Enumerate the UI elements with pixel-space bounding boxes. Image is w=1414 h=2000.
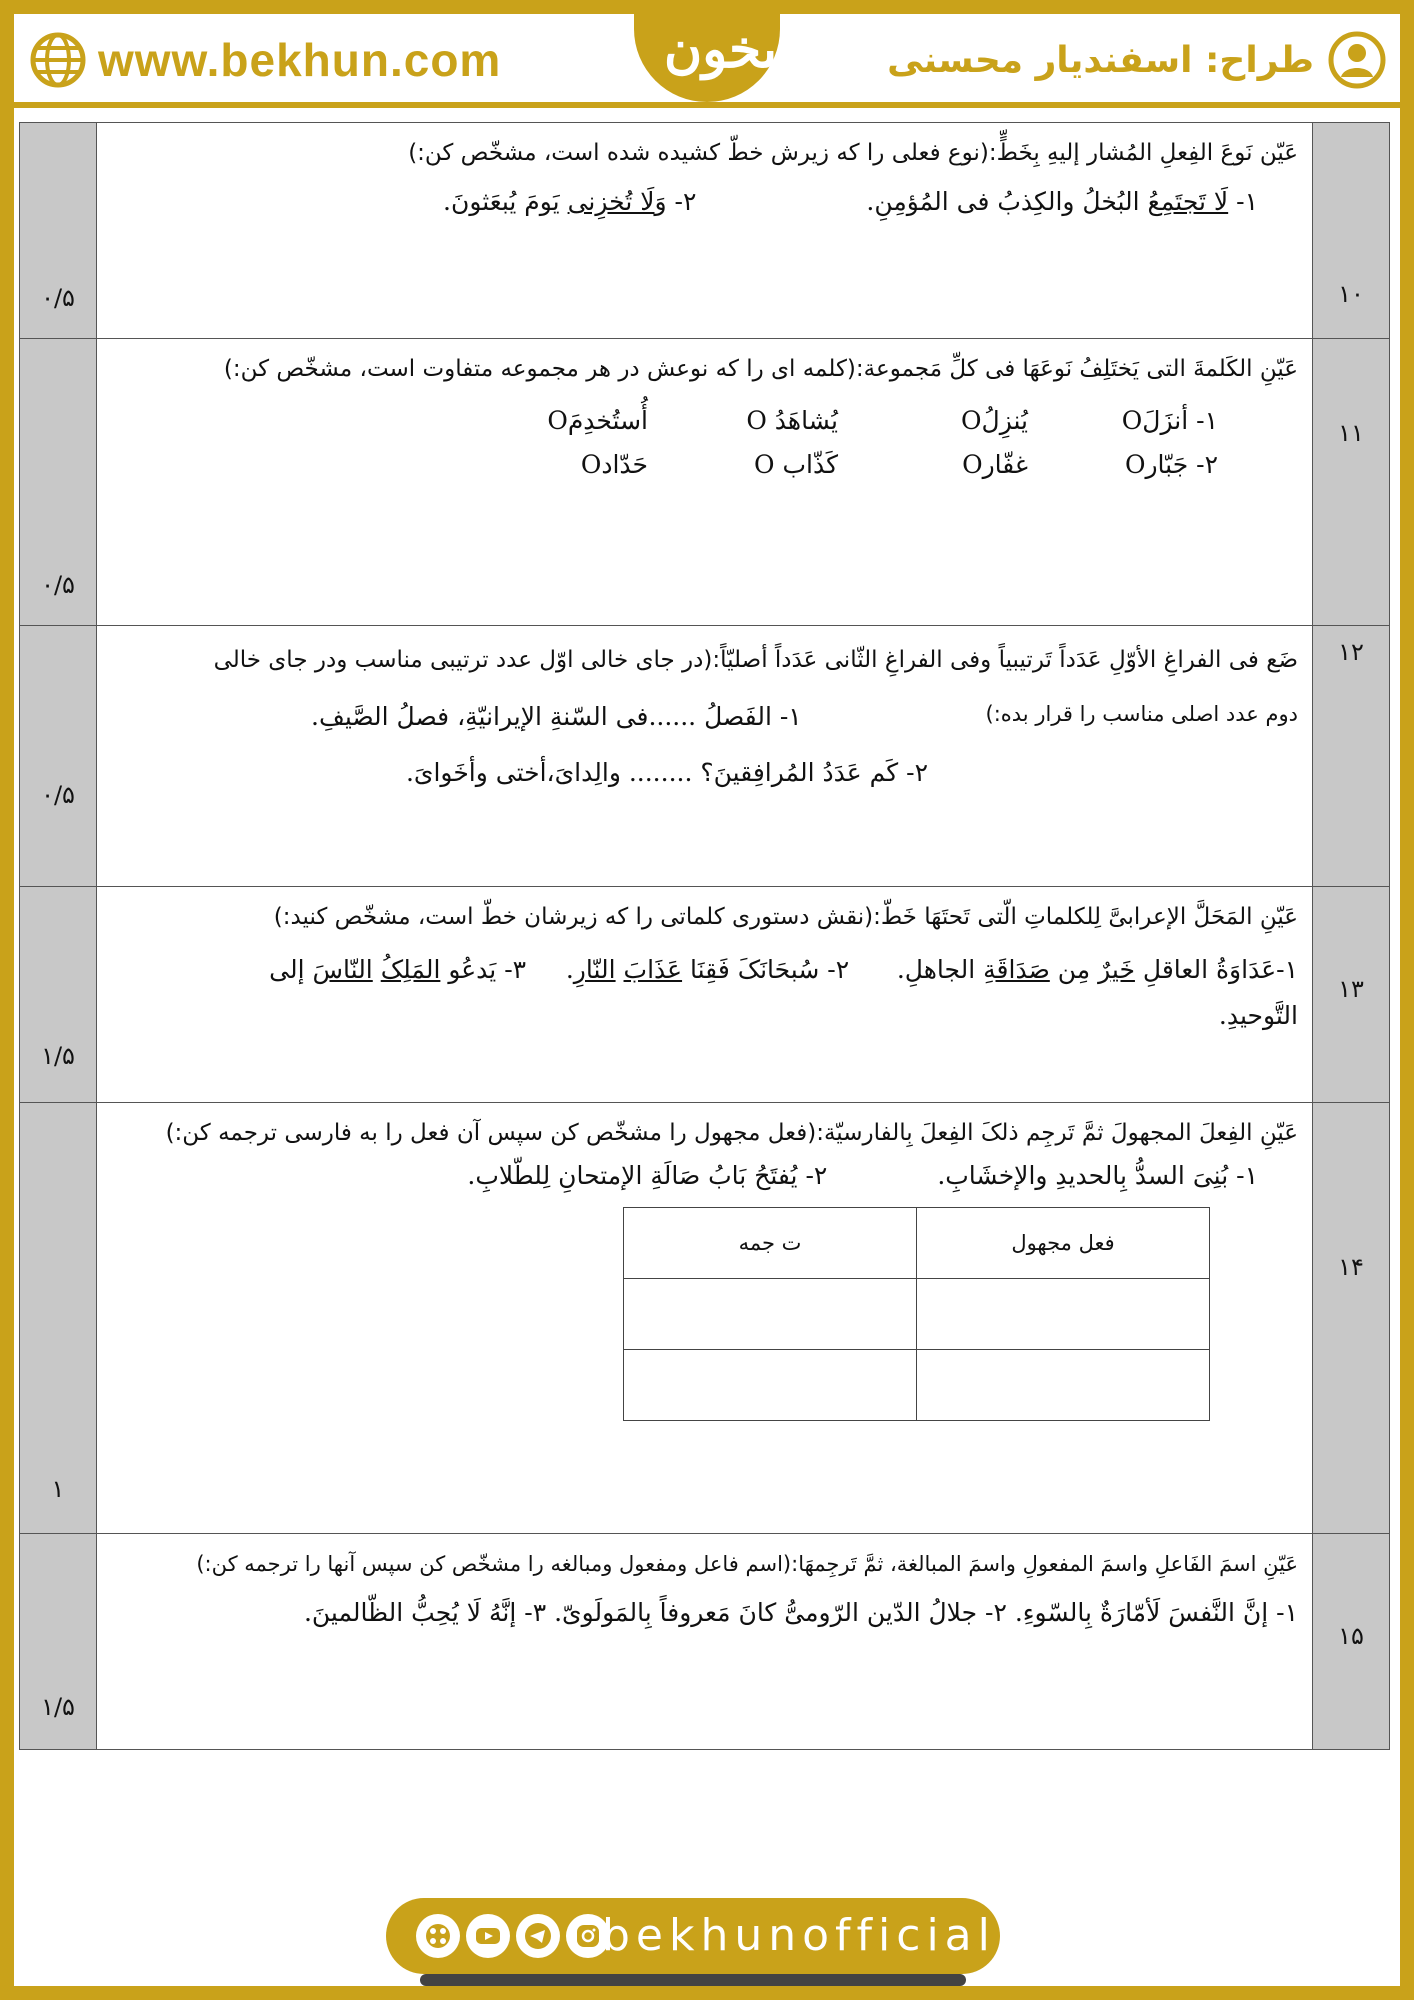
question-number-cell — [1313, 887, 1390, 1103]
underlined-word: المَلِکُ — [380, 955, 441, 984]
score-cell — [20, 123, 97, 339]
footer-shadow — [420, 1974, 966, 1986]
score-cell — [20, 887, 97, 1103]
answer-cell[interactable] — [624, 1350, 917, 1421]
page — [14, 14, 1400, 1986]
designer-name: طراح: اسفندیار محسنی — [887, 39, 1314, 81]
question-item: ۲- یُفتَحُ بَابُ صَالَةِ الإمتحانِ لِلطّلابِ. — [467, 1161, 828, 1190]
underlined-word: لَا تَجتَمِعُ — [1147, 187, 1229, 216]
question-items: ۱- إنَّ النَّفسَ لَأمّارَةٌ بِالسّوءِ. ۲- جلالُ الدّین الرّومیُّ کانَ مَعروفاً بِالمَولَویّ. ۳- إنَّهُ لَا یُحِبُّ الظّالمینَ. — [303, 1598, 1298, 1627]
question-number-cell — [1313, 1103, 1390, 1534]
option[interactable]: غفّارO — [962, 450, 1028, 479]
youtube-icon[interactable] — [466, 1914, 510, 1958]
option[interactable]: یُشاهَدُ O — [746, 406, 838, 435]
underlined-word: النّاسَ — [312, 955, 373, 984]
score-cell — [20, 626, 97, 887]
question-item: ۱- لَا تَجتَمِعُ البُخلُ والکِذبُ فی المُؤمِنِ. — [866, 187, 1258, 216]
underlined-word: خَیرٌ — [1098, 955, 1135, 984]
question-title: عَیّنِ المَحَلَّ الإعرابیَّ لِلکلماتِ الّتی تَحتَهَا خَطّ:(نقش دستوری کلماتی را که زیرشان خطّ است، مشخّص کنید:) — [273, 904, 1298, 930]
social-handle[interactable]: bekhunofficial — [602, 1910, 996, 1961]
question-title-cont: دوم عدد اصلی مناسب را قرار بده:) — [985, 702, 1298, 726]
option[interactable]: کَذّاب O — [754, 450, 838, 479]
question-number-cell — [1313, 1534, 1390, 1750]
score-cell — [20, 339, 97, 626]
score-value: ۱/۵ — [41, 1693, 75, 1721]
question-row-15 — [20, 1534, 1390, 1750]
option[interactable]: ۱- أنزَلَO — [1121, 406, 1218, 435]
header-divider — [14, 102, 1400, 108]
website-link[interactable] — [30, 30, 501, 90]
question-row-11 — [20, 339, 1390, 626]
score-cell — [20, 1534, 97, 1750]
question-number: ۱۰ — [1338, 280, 1364, 308]
question-title: عَیّنِ الکَلمةَ التی یَختَلِفُ نَوعَهَا فی کلِّ مَجموعة:(کلمه ای را که نوعش در هر مجموعه متفاوت است، مشخّص کن:) — [223, 356, 1298, 382]
question-number-cell — [1313, 626, 1390, 887]
question-row-13 — [20, 887, 1390, 1103]
page-header — [14, 14, 1400, 108]
question-number: ۱۲ — [1338, 638, 1364, 666]
col-header-passive-verb: فعل مجهول — [917, 1208, 1210, 1279]
question-number: ۱۳ — [1338, 975, 1364, 1003]
option[interactable]: یُنزِلُO — [961, 406, 1028, 435]
question-item: ۲- وَلَا تُخزِنی یَومَ یُبعَثونَ. — [443, 187, 697, 216]
question-number-cell — [1313, 123, 1390, 339]
question-title: ضَع فی الفراغِ الأوّلِ عَدَداً تَرتیبیاً وفی الفراغِ الثّانی عَدَداً أصلیّاً:(در جای خالی اوّل عدد ترتیبی مناسب ودر جای خالی — [213, 647, 1298, 673]
question-content — [97, 339, 1313, 626]
social-icons — [416, 1914, 610, 1958]
option-row — [111, 443, 1218, 487]
question-item-cont: التَّوحیدِ. — [1218, 1001, 1298, 1030]
social-footer — [386, 1898, 1000, 1974]
question-row-14 — [20, 1103, 1390, 1534]
designer-credit — [887, 30, 1386, 90]
score-cell — [20, 1103, 97, 1534]
question-number: ۱۱ — [1338, 419, 1364, 447]
option[interactable]: ۲- جَبّارO — [1124, 450, 1218, 479]
score-value: ۰/۵ — [41, 571, 75, 599]
question-number: ۱۵ — [1338, 1622, 1364, 1650]
underlined-word: صَدَاقَةِ — [983, 955, 1050, 984]
underlined-word: عَذَابَ — [623, 955, 683, 984]
answer-cell[interactable] — [624, 1279, 917, 1350]
question-content — [97, 887, 1313, 1103]
question-row-10 — [20, 123, 1390, 339]
question-title: عَیّنِ اسمَ الفَاعلِ واسمَ المفعولِ واسمَ المبالغة، ثمَّ تَرجِمهَا:(اسم فاعل ومفعول ومبالغه را مشخّص کن سپس آنها را ترجمه کن:) — [196, 1552, 1298, 1576]
question-content — [97, 123, 1313, 339]
col-header-translation: ت جمه — [624, 1208, 917, 1279]
answer-cell[interactable] — [917, 1350, 1210, 1421]
answer-table — [623, 1207, 1210, 1421]
question-item: ۱- الفَصلُ ......فی السّنةِ الإیرانیّةِ، فصلُ الصَّیفِ. — [311, 702, 802, 731]
telegram-icon[interactable] — [516, 1914, 560, 1958]
score-value: ۰/۵ — [41, 781, 75, 809]
question-content — [97, 1103, 1313, 1534]
question-number-cell — [1313, 339, 1390, 626]
question-items: ۱-عَدَاوَةُ العاقلِ خَیرٌ مِن صَدَاقَةِ الجاهلِ. ۲- سُبحَانَکَ فَقِنَا عَذَابَ النّارِ. ۳- یَدعُو المَلِکُ النّاسَ إلی — [269, 955, 1298, 984]
score-value: ۰/۵ — [41, 284, 75, 312]
score-value: ۱ — [51, 1475, 65, 1503]
globe-icon — [30, 32, 86, 88]
website-url[interactable]: www.bekhun.com — [98, 34, 502, 86]
option[interactable]: حَدّادO — [580, 450, 648, 479]
option[interactable]: أُستُخدِمَO — [547, 406, 648, 435]
underlined-word: النّارِ — [573, 955, 616, 984]
user-icon — [1328, 31, 1386, 89]
question-item: ۱- بُنِیَ السدُّ بِالحدیدِ والإخشَابِ. — [937, 1161, 1258, 1190]
exam-table — [19, 122, 1390, 1750]
question-row-12 — [20, 626, 1390, 887]
underlined-word: لَا تُخزِنی — [567, 187, 655, 216]
question-number: ۱۴ — [1338, 1253, 1364, 1281]
question-title: عَیّن نَوعَ الفِعلِ المُشار إلیهِ بِخَطٍّ:(نوع فعلی را که زیرش خطّ کشیده شده است، مشخّص کن:) — [408, 140, 1298, 166]
option-row — [111, 399, 1218, 443]
brand-logo: بخون — [664, 19, 778, 80]
question-content — [97, 626, 1313, 887]
question-item: ۲- کَم عَدَدُ المُرافِقینَ؟ ........ والِدایَ،أختی وأخَوایَ. — [405, 758, 928, 787]
logo-tab — [634, 0, 780, 102]
question-title: عَیّنِ الفِعلَ المجهولَ ثمَّ تَرجِم ذلکَ الفِعلَ بِالفارسیّة:(فعل مجهول را مشخّص کن سپس آن فعل را به فارسی ترجمه کن:) — [165, 1120, 1298, 1146]
question-content — [97, 1534, 1313, 1750]
aparat-icon[interactable] — [416, 1914, 460, 1958]
score-value: ۱/۵ — [41, 1042, 75, 1070]
answer-cell[interactable] — [917, 1279, 1210, 1350]
